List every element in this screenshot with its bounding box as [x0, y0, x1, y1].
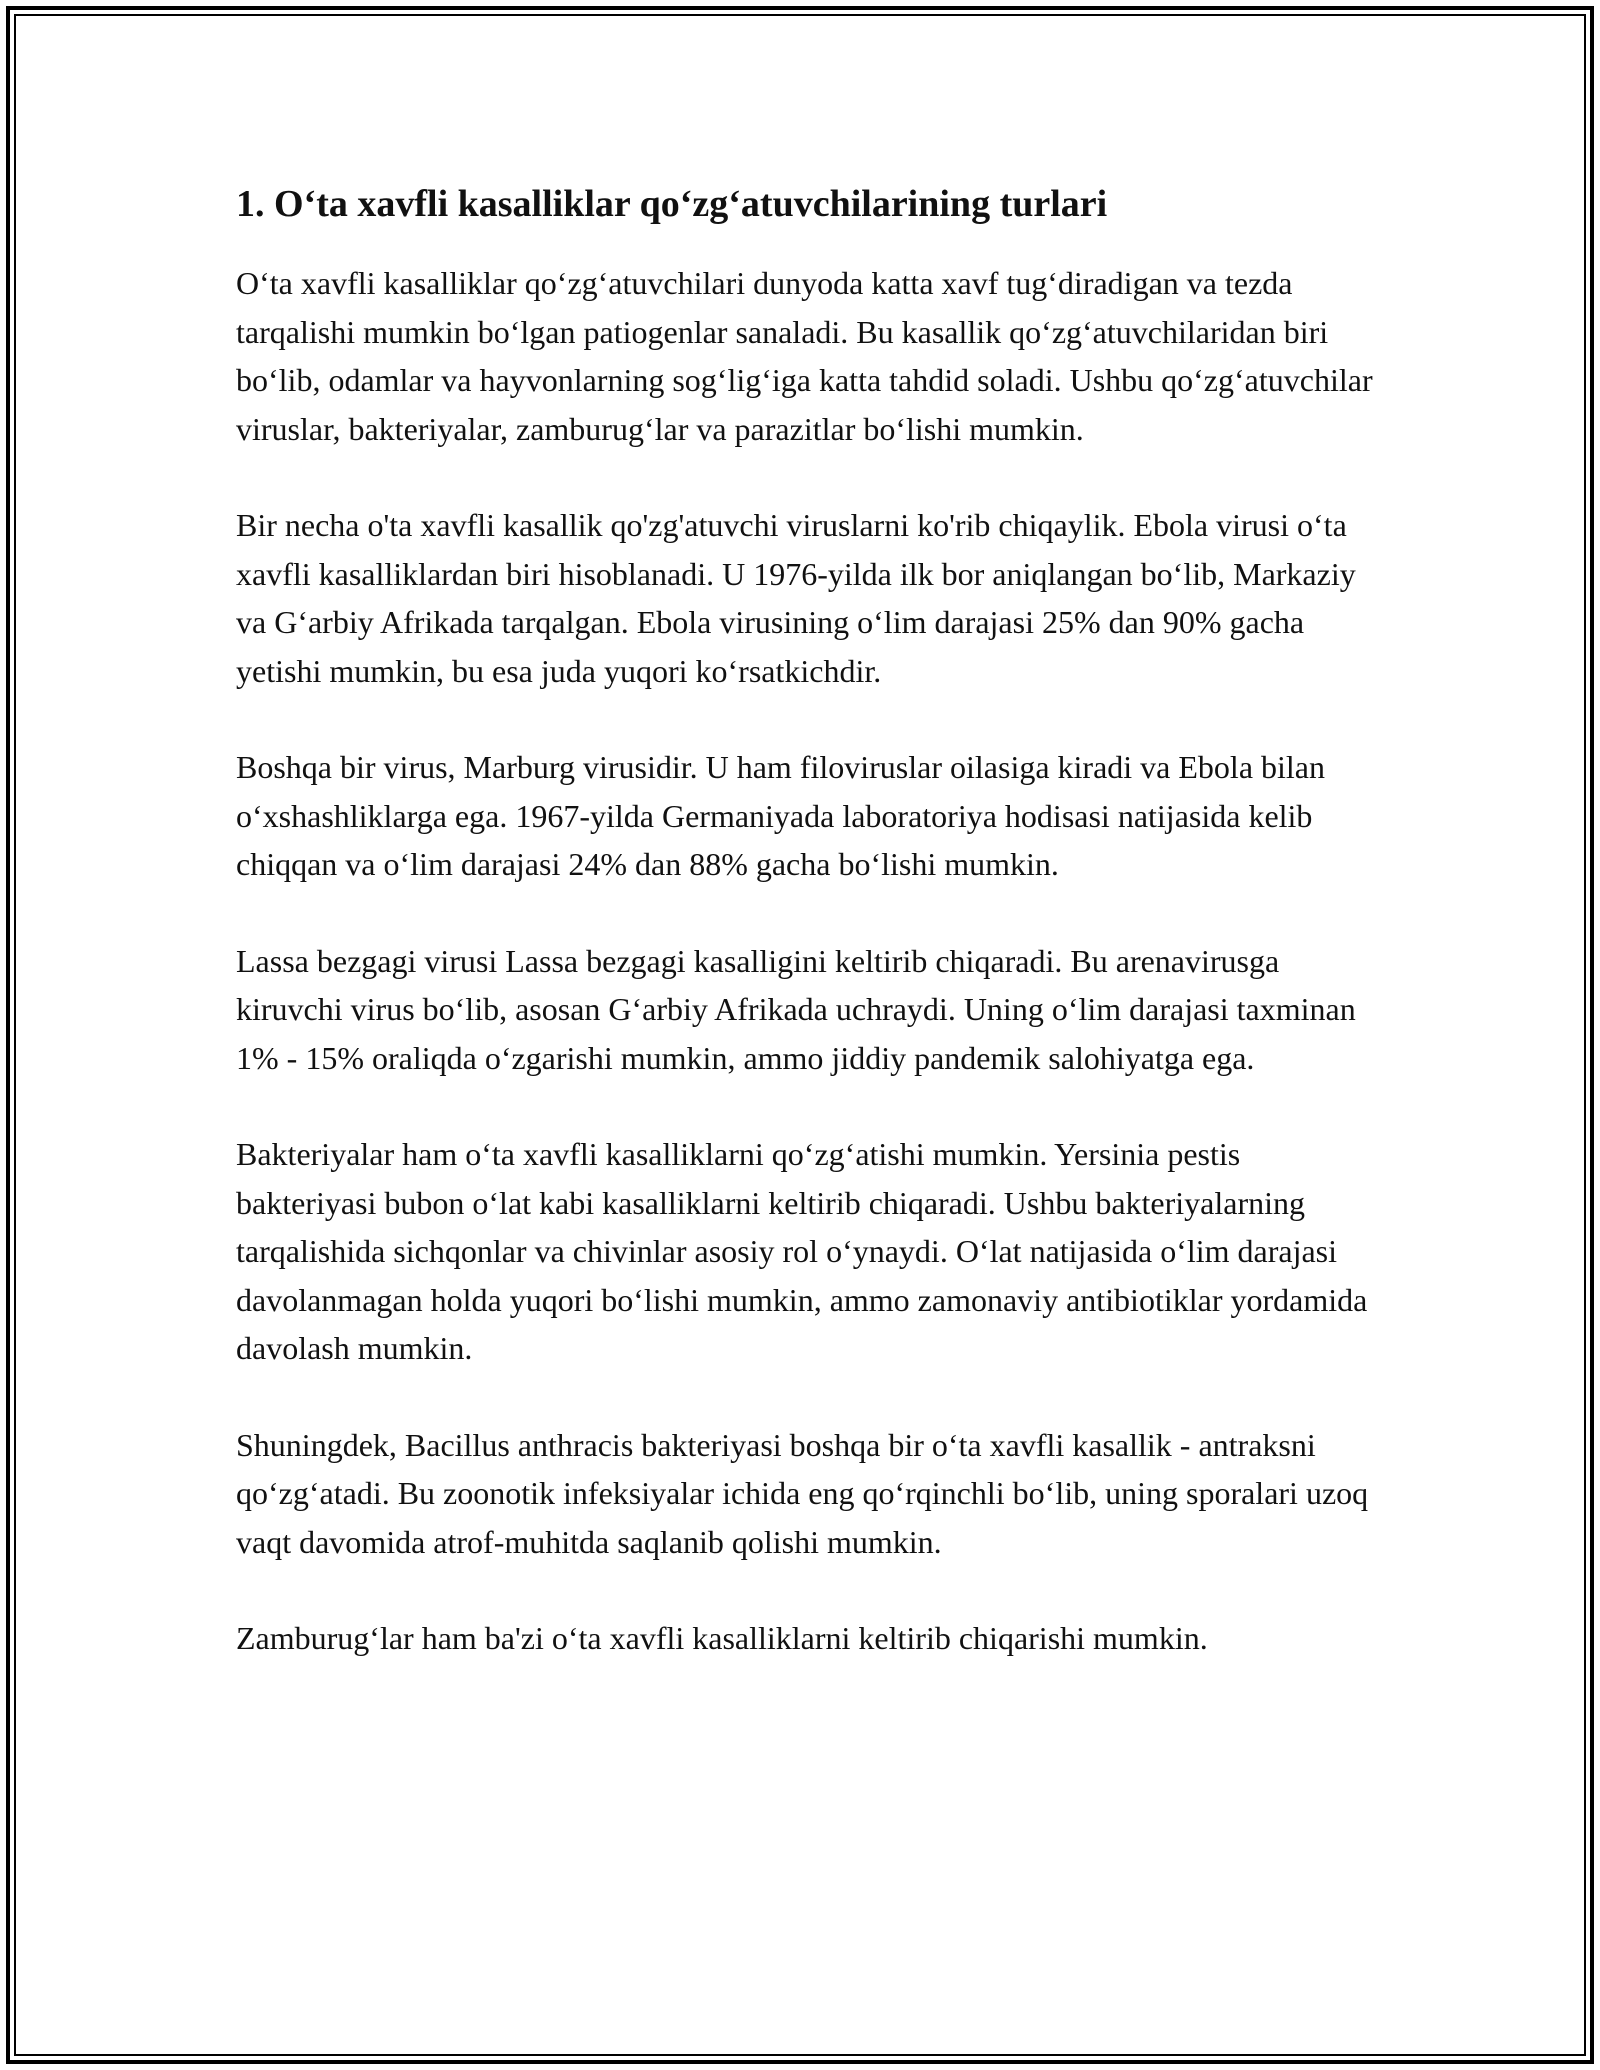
paragraph-fungi: Zamburug‘lar ham ba'zi o‘ta xavfli kasalliklarni keltirib chiqarishi mumkin.: [236, 1620, 1208, 1657]
paragraph-intro: O‘ta xavfli kasalliklar qo‘zg‘atuvchilari dunyoda katta xavf tug‘diradigan va tezda tarqalishi mumkin bo‘lgan patiogenlar sanaladi. Bu kasallik qo‘zg‘atuvchilaridan biri bo‘lib, odamlar va hayvonlarning sog‘lig‘iga katta tahdid soladi. Ushbu qo‘zg‘atuvchilar viruslar, bakteriyalar, zamburug‘lar va parazitlar bo‘lishi mumkin.: [236, 265, 1373, 447]
paragraph-yersinia: Bakteriyalar ham o‘ta xavfli kasalliklarni qo‘zg‘atishi mumkin. Yersinia pestis bakteriyasi bubon o‘lat kabi kasalliklarni keltirib chiqaradi. Ushbu bakteriyalarning tarqalishida sichqonlar va chivinlar asosiy rol o‘ynaydi. O‘lat natijasida o‘lim darajasi davolanmagan holda yuqori bo‘lishi mumkin, ammo zamonaviy antibiotiklar yordamida davolash mumkin.: [236, 1136, 1368, 1367]
paragraph-ebola: Bir necha o'ta xavfli kasallik qo'zg'atuvchi viruslarni ko'rib chiqaylik. Ebola virusi o‘ta xavfli kasalliklardan biri hisoblanadi. U 1976-yilda ilk bor aniqlangan bo‘lib, Markaziy va G‘arbiy Afrikada tarqalgan. Ebola virusining o‘lim darajasi 25% dan 90% gacha yetishi mumkin, bu esa juda yuqori ko‘rsatkichdir.: [236, 507, 1356, 689]
document-body: [236, 180, 1386, 1663]
paragraph-anthrax: Shuningdek, Bacillus anthracis bakteriyasi boshqa bir o‘ta xavfli kasallik - antraksni qo‘zg‘atadi. Bu zoonotik infeksiyalar ichida eng qo‘rqinchli bo‘lib, uning sporalari uzoq vaqt davomida atrof-muhitda saqlanib qolishi mumkin.: [236, 1426, 1369, 1560]
paragraph-lassa: Lassa bezgagi virusi Lassa bezgagi kasalligini keltirib chiqaradi. Bu arenavirusga kiruvchi virus bo‘lib, asosan G‘arbiy Afrikada uchraydi. Uning o‘lim darajasi taxminan 1% - 15% oraliqda o‘zgarishi mumkin, ammo jiddiy pandemik salohiyatga ega.: [236, 942, 1356, 1076]
section-title: 1. O‘ta xavfli kasalliklar qo‘zg‘atuvchilarining turlari: [236, 183, 1108, 225]
paragraph-marburg: Boshqa bir virus, Marburg virusidir. U ham filoviruslar oilasiga kiradi va Ebola bilan o‘xshashliklarga ega. 1967-yilda Germaniyada laboratoriya hodisasi natijasida kelib chiqqan va o‘lim darajasi 24% dan 88% gacha bo‘lishi mumkin.: [236, 749, 1325, 883]
